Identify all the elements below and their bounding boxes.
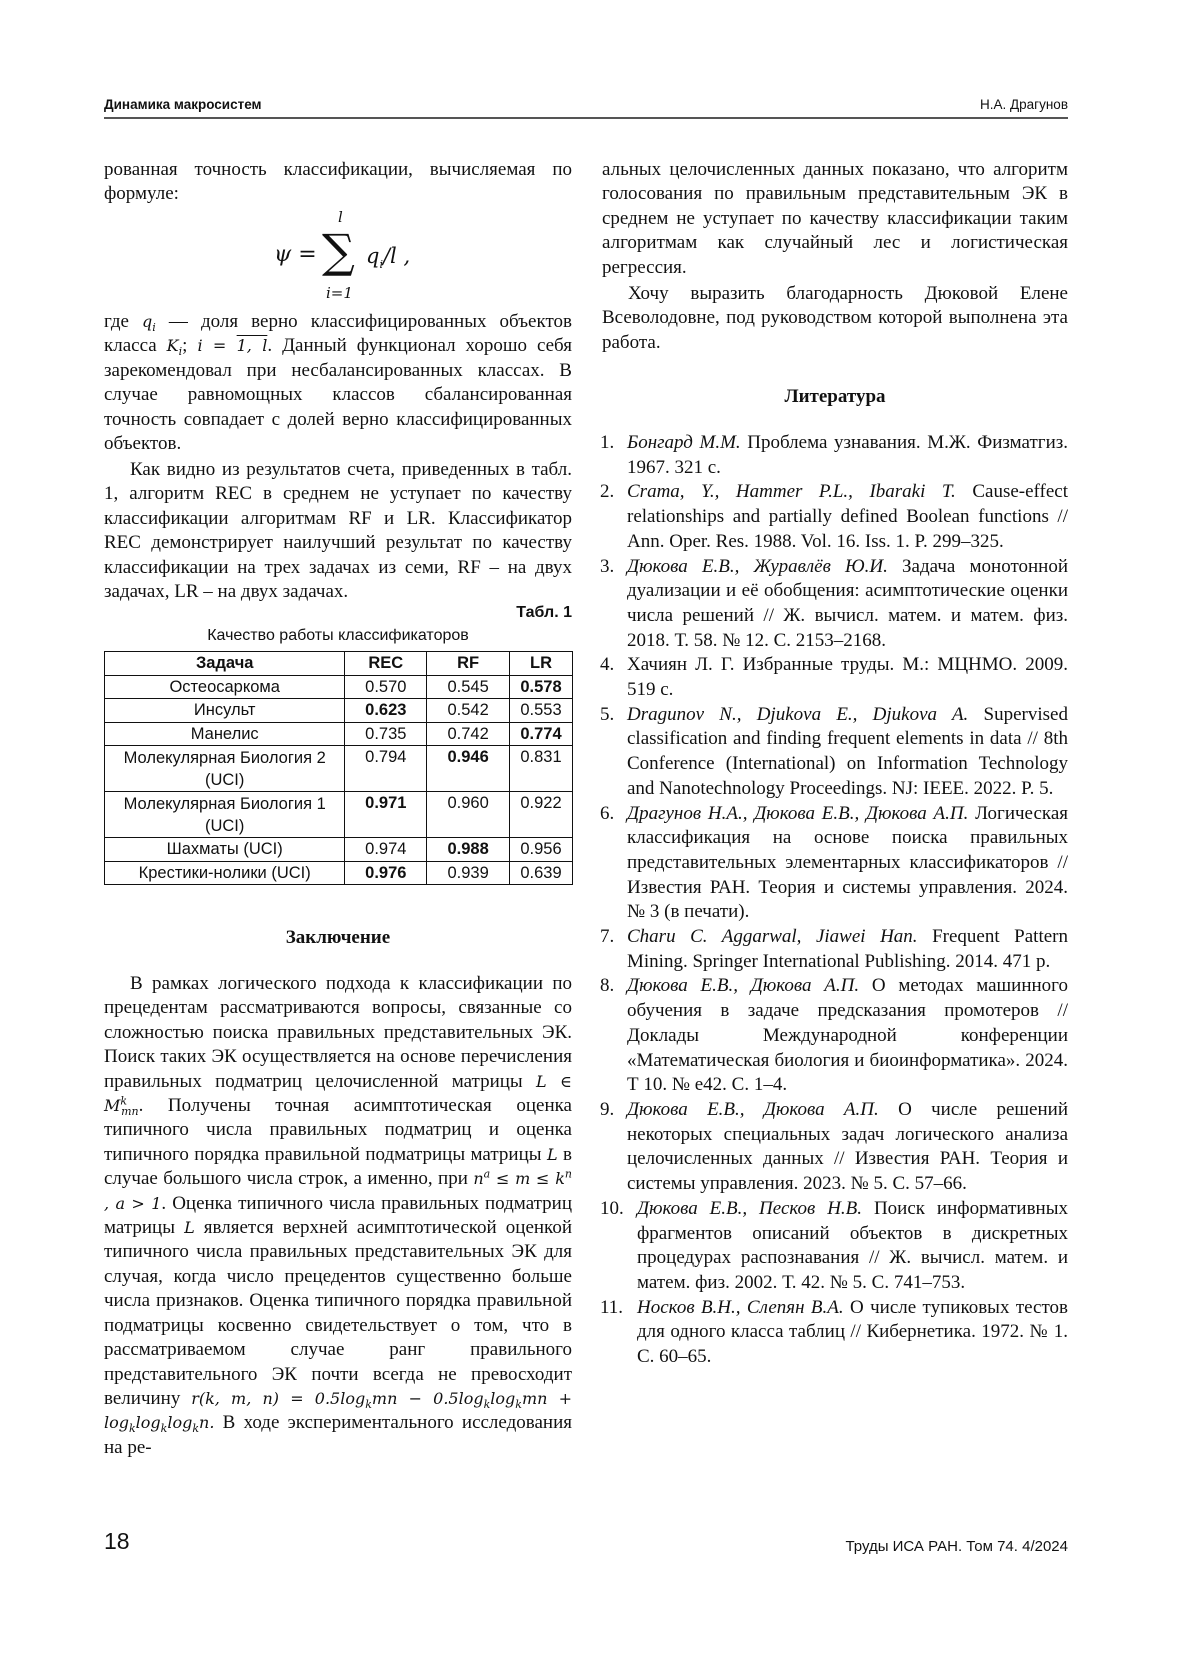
reference-authors: Бонгард М.М.: [627, 432, 741, 453]
formula-subscript: k: [129, 1423, 136, 1436]
formula-lhs: ψ =: [274, 242, 317, 267]
column-header-lr: LR: [510, 652, 573, 676]
reference-text: Хачиян Л. Г. Избранные труды. М.: МЦНМО. 2009. 519 с.: [627, 654, 1068, 700]
math-L: L: [184, 1218, 195, 1237]
results-table: [104, 651, 573, 885]
rf-cell: 0.988: [427, 838, 510, 862]
lr-cell: 0.578: [510, 675, 573, 699]
formula-part: mn + log: [104, 1389, 572, 1432]
rec-cell: 0.623: [345, 699, 427, 723]
rf-cell: 0.742: [427, 722, 510, 746]
lr-cell: 0.956: [510, 838, 573, 862]
reference-number: 7.: [600, 925, 614, 950]
reference-item: [602, 1197, 1068, 1296]
reference-authors: Dragunov N., Djukova E., Djukova A.: [627, 704, 968, 725]
reference-text: Supervised classification and finding frequent elements in data // 8th Conference (International) on Information Technology and Nanotechnology Proceedings. NJ: IEEE. 2022. P. 5.: [627, 704, 1068, 799]
formula-part: log: [490, 1389, 515, 1408]
formula-subscript: k: [515, 1398, 522, 1411]
reference-authors: Дюкова Е.В., Дюкова А.П.: [627, 975, 859, 996]
rec-cell: 0.735: [345, 722, 427, 746]
task-cell: Молекулярная Биология 1 (UCI): [105, 792, 345, 838]
reference-number: 8.: [600, 974, 614, 999]
formula-part: r(k, m, n) = 0.5log: [191, 1389, 365, 1408]
reference-item: [602, 1296, 1068, 1370]
journal-footer: Труды ИСА РАН. Том 74. 4/2024: [845, 1538, 1068, 1555]
header-rule: [104, 117, 1068, 119]
rec-cell: 0.794: [345, 746, 427, 792]
reference-item: [602, 1098, 1068, 1197]
rec-cell: 0.570: [345, 675, 427, 699]
column-header-rf: RF: [427, 652, 510, 676]
table-label: Табл. 1: [516, 604, 572, 622]
reference-authors: Crama, Y., Hammer P.L., Ibaraki T.: [627, 481, 956, 502]
formula-subscript: k: [161, 1423, 168, 1436]
paragraph-text: альных целочисленных данных показано, что алгоритм голосования по правильным представительным ЭК в среднем не уступает по качеству классификации таким алгоритмам как случайный лес и логистическая регрессия.: [602, 158, 1068, 280]
table-row: [105, 861, 573, 885]
lr-cell: 0.639: [510, 861, 573, 885]
task-cell: Остеосаркома: [105, 675, 345, 699]
paragraph-text: Как видно из результатов счета, приведенных в табл. 1, алгоритм REC в среднем не уступает по качеству классификации алгоритмам RF и LR. Классификатор REC демонстрирует наилучший результат по качеству классификации на трех задачах из семи, RF – на двух задачах, LR – на двух задачах.: [104, 458, 572, 604]
reference-number: 1.: [600, 431, 614, 456]
math-index-range: i = 1, l: [197, 336, 267, 355]
reference-item: [602, 555, 1068, 654]
table-row: [105, 722, 573, 746]
reference-text: Поиск информативных фрагментов описаний объектов в дискретных процедурах распознавания // Ж. вычисл. матем. и матем. физ. 2002. Т. 42. № 5. С. 741–753.: [637, 1198, 1068, 1293]
table-header-row: [105, 652, 573, 676]
reference-item: [602, 703, 1068, 802]
formula-part: log: [167, 1413, 192, 1432]
running-header-author: Н.А. Драгунов: [980, 97, 1068, 112]
right-paragraph-1: [602, 158, 1068, 280]
reference-authors: Charu C. Aggarwal, Jiawei Han.: [627, 926, 918, 947]
reference-item: [602, 480, 1068, 554]
formula-rhs: qi/l ,: [366, 244, 410, 268]
lr-cell: 0.831: [510, 746, 573, 792]
reference-authors: Дюкова Е.В., Дюкова А.П.: [627, 1099, 879, 1120]
reference-number: 6.: [600, 802, 614, 827]
task-cell: Манелис: [105, 722, 345, 746]
reference-text: О числе решений некоторых специальных задач логического анализа целочисленных данных // Известия РАН. Теория и системы управления. 2023. № 5. С. 57–66.: [627, 1099, 1068, 1194]
lr-cell: 0.553: [510, 699, 573, 723]
reference-item: [602, 925, 1068, 974]
rf-cell: 0.946: [427, 746, 510, 792]
reference-authors: Носков В.Н., Слепян В.А.: [637, 1297, 844, 1318]
task-cell: Молекулярная Биология 2 (UCI): [105, 746, 345, 792]
reference-item: [602, 802, 1068, 926]
conclusion-heading: Заключение: [104, 926, 572, 950]
running-header-section: Динамика макросистем: [104, 97, 262, 112]
math-matrix-set: L ∈ Mkmn: [104, 1072, 572, 1115]
task-cell: Крестики-нолики (UCI): [105, 861, 345, 885]
reference-text: Проблема узнавания. М.Ж. Физматгиз. 1967. 321 с.: [627, 432, 1068, 478]
reference-number: 2.: [600, 480, 614, 505]
reference-text: О методах машинного обучения в задаче предсказания промотеров // Доклады Международной конференции «Математическая биология и биоинформатика». 2024. Т 10. № е42. С. 1–4.: [627, 975, 1068, 1095]
reference-text: Задача монотонной дуализации и её обобщения: асимптотические оценки числа решений // Ж. вычисл. матем. и матем. физ. 2018. Т. 58. № 12. С. 2153–2168.: [627, 556, 1068, 651]
reference-number: 11.: [600, 1296, 623, 1321]
formula-part: n.: [199, 1413, 214, 1432]
formula-part: log: [136, 1413, 161, 1432]
left-paragraph-2: где qi — доля верно классифицированных объектов класса Ki; i = 1, l. Данный функционал хорошо себя зарекомендовал при несбалансированных классах. В случае равномощных классов сбалансированная точность совпадает с долей верно классифицированных объектов.: [104, 310, 572, 456]
table-caption: Качество работы классификаторов: [104, 627, 572, 645]
table-row: [105, 746, 573, 792]
rec-cell: 0.974: [345, 838, 427, 862]
reference-item: [602, 974, 1068, 1098]
formula-subscript: k: [484, 1398, 491, 1411]
reference-item: [602, 431, 1068, 480]
sum-lower-limit: i=1: [326, 284, 353, 302]
math-row-condition: na ≤ m ≤ kn , a > 1: [104, 1169, 572, 1212]
paragraph-text: рованная точность классификации, вычисляемая по формуле:: [104, 158, 572, 207]
sum-upper-limit: l: [338, 208, 343, 226]
reference-number: 4.: [600, 653, 614, 678]
reference-text: О числе тупиковых тестов для одного класса таблиц // Кибернетика. 1972. № 1. С. 60–65.: [637, 1297, 1068, 1367]
reference-item: [602, 653, 1068, 702]
reference-text: Frequent Pattern Mining. Springer International Publishing. 2014. 471 p.: [627, 926, 1068, 972]
reference-number: 10.: [600, 1197, 624, 1222]
task-cell: Инсульт: [105, 699, 345, 723]
left-paragraph-3: [104, 458, 572, 604]
reference-text: Cause-effect relationships and partially defined Boolean functions // Ann. Oper. Res. 1988. Vol. 16. Iss. 1. P. 299–325.: [627, 481, 1068, 551]
acknowledgement-paragraph: [602, 282, 1068, 355]
reference-number: 5.: [600, 703, 614, 728]
paragraph-text: Хочу выразить благодарность Дюковой Елене Всеволодовне, под руководством которой выполнена эта работа.: [602, 282, 1068, 355]
left-paragraph-1: [104, 158, 572, 207]
reference-number: 9.: [600, 1098, 614, 1123]
reference-text: Логическая классификация на основе поиска правильных представительных элементарных классификаторов // Известия РАН. Теория и системы управления. 2024. № 3 (в печати).: [627, 803, 1068, 923]
table-row: [105, 838, 573, 862]
rec-cell: 0.971: [345, 792, 427, 838]
formula-part: mn − 0.5log: [372, 1389, 484, 1408]
sum-symbol: ∑: [322, 224, 355, 278]
column-header-rec: REC: [345, 652, 427, 676]
reference-authors: Дюкова Е.В., Песков Н.В.: [637, 1198, 862, 1219]
references-list: [602, 431, 1068, 1370]
column-header-task: Задача: [105, 652, 345, 676]
rf-cell: 0.542: [427, 699, 510, 723]
task-cell: Шахматы (UCI): [105, 838, 345, 862]
page-number: 18: [104, 1528, 130, 1555]
formula-subscript: k: [192, 1423, 199, 1436]
table-row: [105, 699, 573, 723]
lr-cell: 0.922: [510, 792, 573, 838]
lr-cell: 0.774: [510, 722, 573, 746]
math-L: L: [547, 1145, 558, 1164]
rf-cell: 0.960: [427, 792, 510, 838]
rec-cell: 0.976: [345, 861, 427, 885]
reference-authors: Дюкова Е.В., Журавлёв Ю.И.: [627, 556, 888, 577]
rf-cell: 0.939: [427, 861, 510, 885]
math-k-i: Ki: [167, 336, 182, 355]
references-heading: Литература: [602, 385, 1068, 409]
table-row: [105, 675, 573, 699]
reference-authors: Драгунов Н.А., Дюкова Е.В., Дюкова А.П.: [627, 803, 968, 824]
table-row: [105, 792, 573, 838]
balanced-accuracy-formula: [104, 206, 572, 306]
math-q-i: qi: [142, 312, 156, 331]
reference-number: 3.: [600, 555, 614, 580]
conclusion-paragraph: В рамках логического подхода к классификации по прецедентам рассматриваются вопросы, связанные со сложностью поиска правильных представительных ЭК. Поиск таких ЭК осуществляется на основе перечисления правильных подматриц целочисленной матрицы L ∈ Mkmn. Получены точная асимптотическая оценка типичного числа правильных подматриц и оценка типичного порядка правильной подматрицы матрицы L в случае большого числа строк, а именно, при na ≤ m ≤ kn , a > 1. Оценка типичного числа правильных подматриц матрицы L является верхней асимптотической оценкой типичного числа правильных представительных ЭК для случая, когда число прецедентов существенно больше числа признаков. Оценка типичного порядка правильной подматрицы косвенно свидетельствует о том, что в рассматриваемом случае ранг правильного представительного ЭК почти всегда не превосходит величину r(k, m, n) = 0.5logkmn − 0.5logklogkmn + logklogklogkn. В ходе экспериментального исследования на ре-: [104, 972, 572, 1460]
formula-subscript: k: [365, 1398, 372, 1411]
rf-cell: 0.545: [427, 675, 510, 699]
